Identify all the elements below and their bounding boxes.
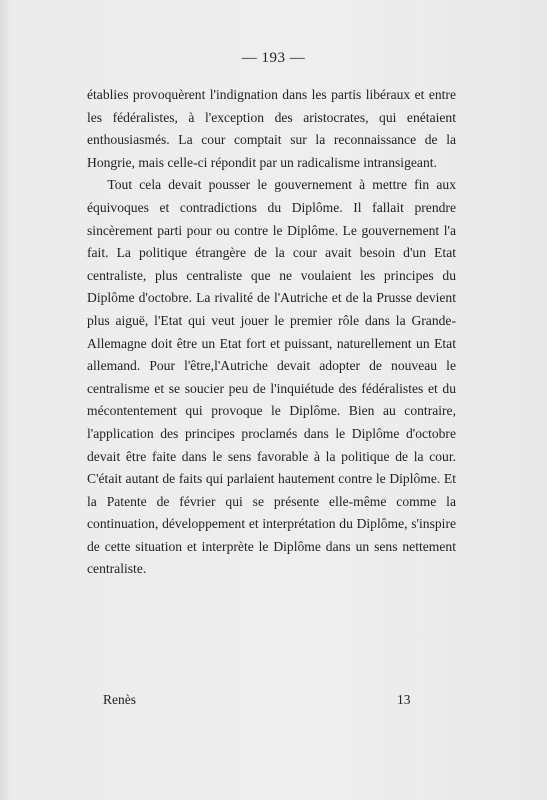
paragraph-1: établies provoquèrent l'indignation dans les partis libéraux et entre les fédéralistes, à l'exception des aristocrates, qui enétaient enthousiasmés. La cour comptait sur la reconnaissance de la Hongrie, mais celle-ci répondit par un radicalisme intransigeant. <box>87 87 456 170</box>
page-number-header: — 193 — <box>241 50 306 66</box>
footer-signature: Renès <box>103 692 136 707</box>
body-text <box>87 84 456 581</box>
paragraph-2: Tout cela devait pousser le gouvernement à mettre fin aux équivoques et contradictions du Diplôme. Il fallait prendre sincèrement parti pour ou contre le Diplôme. Le gouvernement l'a fait. La politique étrangère de la cour avait besoin d'un Etat centraliste, plus centraliste que ne voulaient les principes du Diplôme d'octobre. La rivalité de l'Autriche et de la Prusse devient plus aiguë, l'Etat qui veut jouer le premier rôle dans la Grande-Allemagne doit être un Etat fort et puissant, naturellement un Etat allemand. Pour l'être,l'Autriche devait adopter de nouveau le centralisme et se soucier peu de l'inquiétude des fédéralistes et du mécontentement qui provoque le Diplôme. Bien au contraire, l'application des principes proclamés dans le Diplôme d'octobre devait être faite dans le sens favorable à la politique de la cour. C'était autant de faits qui parlaient hautement contre le Diplôme. Et la Patente de février qui se présente elle-même comme la continuation, développement et interprétation du Diplôme, s'inspire de cette situation et interprète le Diplôme dans un sens nettement centraliste. <box>87 177 456 577</box>
footer-sheet-number: 13 <box>397 692 411 707</box>
